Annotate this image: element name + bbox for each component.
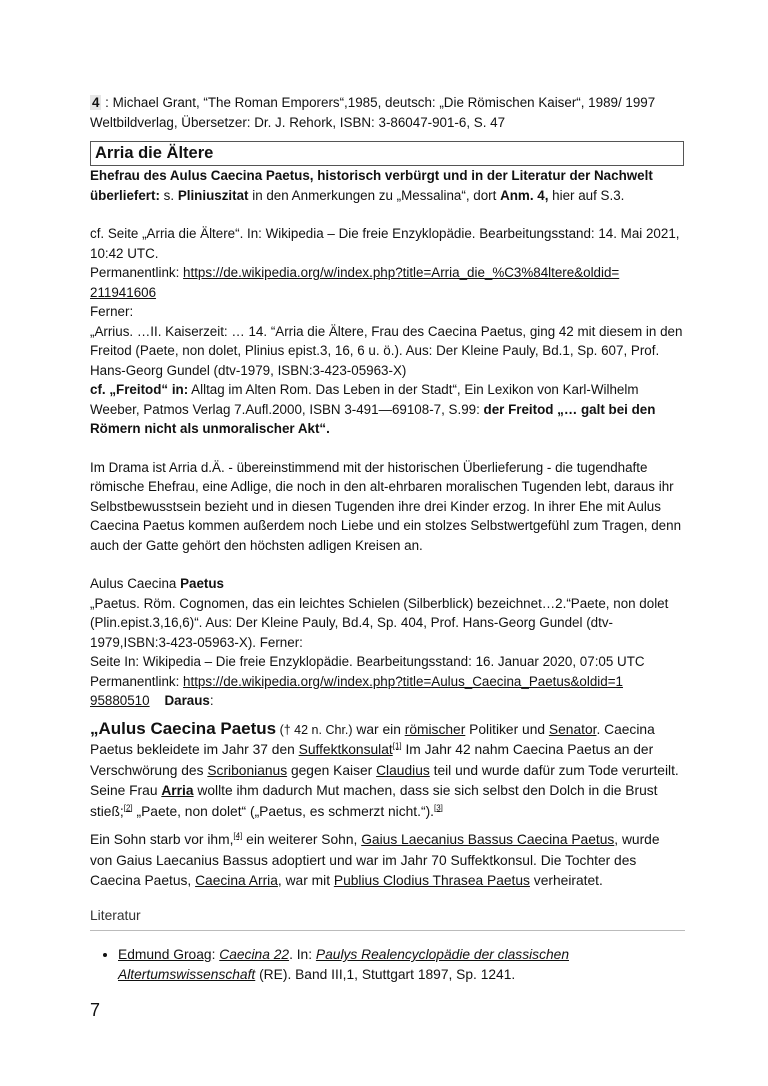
wikipedia-citation: cf. Seite „Arria die Ältere“. In: Wikipedia – Die freie Enzyklopädie. Bearbeitungsstand: 14. Mai 2021, 10:42 UTC. Permanentlink: https://de.wikipedia.org/w/index.php?title=Arria_die_%C3%84ltere&oldid= 211941606 — [90, 226, 680, 300]
daraus-label: Daraus — [164, 693, 210, 708]
footnote-ref-2[interactable]: [2] — [123, 802, 133, 812]
paetus-label: Aulus Caecina Paetus — [90, 576, 224, 591]
page-number: 7 — [90, 1000, 101, 1020]
link-gaius-laecanius[interactable]: Gaius Laecanius Bassus Caecina Paetus — [361, 832, 615, 847]
link-claudius[interactable]: Claudius — [376, 762, 430, 778]
link-caecina-arria[interactable]: Caecina Arria — [195, 873, 278, 888]
footnote-ref-1[interactable]: [1] — [392, 741, 402, 751]
intro-paragraph: Ehefrau des Aulus Caecina Paetus, historisch verbürgt und in der Literatur der Nachwelt überliefert: s. Pliniuszitat in den Anmerkungen zu „Messalina“, dort Anm. 4, hier auf S.3. — [90, 168, 653, 203]
link-roemischer[interactable]: römischer — [404, 721, 466, 737]
permalink-arria[interactable]: https://de.wikipedia.org/w/index.php?title=Arria_die_%C3%84ltere&oldid= 211941606 — [90, 265, 620, 300]
wiki-article-paragraph-1: „Aulus Caecina Paetus († 42 n. Chr.) war ein römischer Politiker und Senator. Caecina Paetus bekleidete im Jahr 37 den Suffektkonsulat[1] Im Jahr 42 nahm Caecina Paetus an der Verschwörung des Scribonianus gegen Kaiser Claudius teil und wurde dafür zum Tode verurteilt. Seine Frau Arria wollte ihm dadurch Mut machen, dass sie sich selbst den Dolch in die Brust stieß;[2] „Paete, non dolet“ („Paetus, es schmerzt nicht.“).[3] — [90, 718, 679, 819]
literatur-heading: Literatur — [90, 906, 685, 932]
link-paulys-re[interactable]: Paulys Realencyclopädie der classischen Altertumswissenschaft — [118, 947, 569, 982]
footnote-text: Michael Grant, “The Roman Emporers“,1985, deutsch: „Die Römischen Kaiser“, 1989/ 1997 Weltbildverlag, Übersetzer: Dr. J. Rehork, ISBN: 3-86047-901-6, S. 47 — [90, 95, 656, 130]
list-item: • Edmund Groag: Caecina 22. In: Paulys Realencyclopädie der classischen Altertumswissenschaft (RE). Band III,1, Stuttgart 1897, Sp. 1241. — [118, 945, 685, 985]
wikipedia-citation-paetus: Seite In: Wikipedia – Die freie Enzyklopädie. Bearbeitungsstand: 16. Januar 2020, 07:05 UTC Permanentlink: https://de.wikipedia.org/w/index.php?title=Aulus_Caecina_Paetus&oldid=1 95880510 Daraus: — [90, 654, 645, 708]
link-caecina-22[interactable]: Caecina 22 — [219, 947, 290, 962]
footnote-4: 4 : Michael Grant, “The Roman Emporers“,1985, deutsch: „Die Römischen Kaiser“, 1989/ 1997 Weltbildverlag, Übersetzer: Dr. J. Rehork, ISBN: 3-86047-901-6, S. 47 — [90, 95, 656, 130]
link-thrasea-paetus[interactable]: Publius Clodius Thrasea Paetus — [333, 873, 530, 888]
link-suffektkonsulat[interactable]: Suffektkonsulat — [298, 742, 393, 757]
wiki-article-paragraph-2: Ein Sohn starb vor ihm,[4] ein weiterer Sohn, Gaius Laecanius Bassus Caecina Paetus, wurde von Gaius Laecanius Bassus adoptiert und war im Jahr 70 Suffektkonsul. Die Tochter des Caecina Paetus, Caecina Arria, war mit Publius Clodius Thrasea Paetus verheiratet. — [90, 831, 660, 888]
pauly-citation-paetus: „Paetus. Röm. Cognomen, das ein leichtes Schielen (Silberblick) bezeichnet…2.“Paete, non dolet (Plin.epist.3,16,6)“. Aus: Der Kleine Pauly, Bd.4, Sp. 404, Prof. Hans-Georg Gundel (dtv-1979,ISBN:3-423-05963-X). Ferner: — [90, 595, 669, 650]
link-edmund-groag[interactable]: Edmund Groag — [118, 947, 212, 962]
wiki-article-title: „Aulus Caecina Paetus — [90, 718, 277, 738]
link-senator[interactable]: Senator — [548, 721, 597, 737]
page-body — [90, 93, 685, 985]
section-heading: Arria die Ältere — [90, 141, 684, 166]
footnote-ref-4[interactable]: [4] — [233, 831, 243, 841]
literatur-list — [90, 945, 685, 985]
permalink-paetus[interactable]: https://de.wikipedia.org/w/index.php?title=Aulus_Caecina_Paetus&oldid=1 95880510 — [90, 673, 623, 708]
ferner-label: Ferner: — [90, 304, 134, 319]
drama-paragraph: Im Drama ist Arria d.Ä. - übereinstimmend mit der historischen Überlieferung - die tugendhafte römische Ehefrau, eine Adlige, die noch in den alt-ehrbaren moralischen Tugenden lebt, daraus ihr Selbstbewusstsein bezieht und in diesen Tugenden ihre drei Kinder erzog. In ihrer Ehe mit Aulus Caecina Paetus kommen außerdem noch Liebe und ein stolzes Selbstwertgefühl zum Tragen, denn auch der Gatte gehört den höchsten adligen Kreisen an. — [90, 459, 682, 553]
link-arria[interactable]: Arria — [161, 783, 194, 798]
pauly-citation-arria: „Arrius. …II. Kaiserzeit: … 14. “Arria die Ältere, Frau des Caecina Paetus, ging 42 mit diesem in den Freitod (Paete, non dolet, Plinius epist.3, 16, 6 u. ö.). Aus: Der Kleine Pauly, Bd.1, Sp. 607, Prof. Hans-Georg Gundel (dtv-1979, ISBN:3-423-05963-X) — [90, 323, 683, 378]
freitod-citation: cf. „Freitod“ in: Alltag im Alten Rom. Das Leben in der Stadt“, Ein Lexikon von Karl-Wilhelm Weeber, Patmos Verlag 7.Aufl.2000, ISBN 3-491—69108-7, S.99: der Freitod „… galt bei den Römern nicht als unmoralischer Akt“. — [90, 382, 656, 436]
footnote-number: 4 — [92, 95, 100, 110]
link-scribonianus[interactable]: Scribonianus — [207, 762, 288, 778]
footnote-ref-3[interactable]: [3] — [434, 802, 443, 812]
